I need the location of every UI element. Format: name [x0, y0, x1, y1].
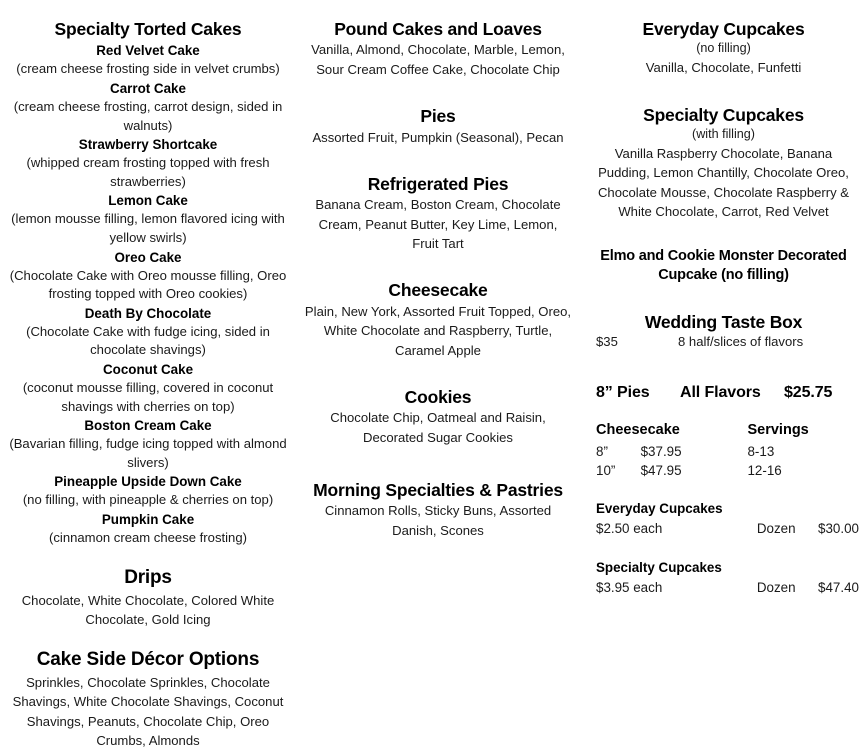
cheesecake-servings: 12-16 [747, 463, 782, 479]
section-title-character-cupcake: Elmo and Cookie Monster Decorated Cupcake (no filling) [600, 248, 847, 283]
cake-description: (cream cheese frosting, carrot design, sided in walnuts) [13, 99, 283, 133]
section-specialty-torted-cakes [8, 18, 288, 548]
section-cheesecake [304, 279, 572, 360]
section-title-cookies: Cookies [404, 386, 472, 407]
cake-description: (Bavarian filling, fudge icing topped with almond slivers) [9, 436, 287, 470]
everyday-cupcakes-dozen-price: $30.00 [818, 521, 859, 537]
specialty-cupcakes-body: Vanilla Raspberry Chocolate, Banana Pudding, Lemon Chantilly, Chocolate Oreo, Chocolate Mousse, Chocolate Raspberry & White Chocolate, Carrot, Red Velvet [597, 145, 850, 220]
everyday-cupcakes-note: (no filling) [696, 41, 751, 56]
pies-price-size: 8” Pies [596, 383, 650, 401]
cake-description: (coconut mousse filling, covered in coconut shavings with cherries on top) [22, 379, 274, 414]
morning-specialties-body: Cinnamon Rolls, Sticky Buns, Assorted Danish, Scones [324, 503, 552, 538]
cake-name: Strawberry Shortcake [78, 137, 218, 153]
cake-side-decor-body: Sprinkles, Chocolate Sprinkles, Chocolate Shavings, White Chocolate Shavings, Coconut Shavings, Peanuts, Chocolate Chip, Oreo Crumbs, Almonds [12, 674, 284, 749]
everyday-cupcakes-price-block [588, 499, 859, 539]
cake-name: Lemon Cake [108, 193, 188, 209]
section-cake-side-decor-options [8, 648, 288, 750]
specialty-cupcakes-price-title: Specialty Cupcakes [596, 559, 722, 575]
cake-description: (no filling, with pineapple & cherries on top) [22, 492, 274, 508]
pies-price-amount: $25.75 [784, 383, 833, 401]
wedding-taste-box-description: 8 half/slices of flavors [678, 333, 804, 349]
section-cookies [304, 386, 572, 447]
everyday-cupcakes-each-price: $2.50 each [596, 521, 663, 537]
cake-entry-boston-cream [8, 416, 288, 472]
section-title-specialty-torted-cakes: Specialty Torted Cakes [54, 19, 242, 39]
spacer [588, 481, 859, 499]
everyday-cupcakes-body: Vanilla, Chocolate, Funfetti [645, 60, 802, 76]
section-title-cake-side-decor: Cake Side Décor Options [36, 648, 260, 670]
cake-entry-coconut [8, 360, 288, 416]
section-character-cupcake [588, 247, 859, 284]
wedding-taste-box-price: $35 [596, 333, 618, 349]
cake-name: Pumpkin Cake [101, 511, 195, 527]
section-title-drips: Drips [124, 566, 172, 588]
spacer [8, 630, 288, 648]
cake-entry-strawberry-shortcake [8, 135, 288, 191]
spacer [304, 79, 572, 105]
cake-name: Oreo Cake [114, 249, 182, 265]
cheesecake-servings: 8-13 [747, 443, 775, 459]
cake-entry-oreo [8, 248, 288, 304]
section-everyday-cupcakes [588, 18, 859, 78]
drips-body: Chocolate, White Chocolate, Colored White Chocolate, Gold Icing [21, 592, 275, 628]
section-title-refrigerated-pies: Refrigerated Pies [367, 173, 509, 194]
section-drips [8, 566, 288, 630]
spacer [304, 147, 572, 173]
everyday-cupcakes-price-title: Everyday Cupcakes [596, 501, 723, 517]
cheesecake-size: 8” [596, 443, 608, 459]
cake-description: (Chocolate Cake with Oreo mousse filling, Oreo frosting topped with Oreo cookies) [9, 267, 287, 302]
wedding-taste-box-row [588, 333, 859, 352]
spacer [304, 253, 572, 279]
column-header-servings: Servings [747, 421, 809, 438]
cake-description: (cinnamon cream cheese frosting) [49, 529, 247, 545]
specialty-cupcakes-price-block [588, 558, 859, 598]
section-title-cheesecake: Cheesecake [388, 280, 488, 301]
specialty-cupcakes-dozen-label: Dozen [756, 579, 796, 595]
pies-price-flavors: All Flavors [680, 383, 761, 401]
cake-description: (Chocolate Cake with fudge icing, sided in chocolate shavings) [26, 323, 270, 358]
section-title-everyday-cupcakes: Everyday Cupcakes [642, 19, 805, 39]
cake-entry-pumpkin [8, 510, 288, 548]
cake-name: Death By Chocolate [84, 305, 212, 321]
specialty-cupcakes-price-row [596, 578, 859, 598]
cheesecake-table-header [596, 420, 859, 442]
spacer [588, 540, 859, 558]
cake-name: Boston Cream Cake [84, 418, 212, 434]
table-row [596, 461, 859, 481]
section-title-pound-cakes: Pound Cakes and Loaves [334, 19, 542, 39]
pound-cakes-body: Vanilla, Almond, Chocolate, Marble, Lemon, Sour Cream Coffee Cake, Chocolate Chip [311, 42, 565, 77]
spacer [304, 447, 572, 479]
spacer [304, 360, 572, 386]
menu-column-right [580, 18, 867, 598]
menu-column-left [0, 18, 296, 750]
cake-entry-lemon [8, 191, 288, 247]
cake-description: (whipped cream frosting topped with fresh strawberries) [26, 155, 270, 189]
cake-description: (cream cheese frosting side in velvet crumbs) [16, 61, 280, 77]
cake-entry-red-velvet [8, 41, 288, 79]
cake-name: Red Velvet Cake [96, 43, 200, 59]
cheesecake-cost: $47.95 [640, 463, 682, 479]
cake-name: Pineapple Upside Down Cake [54, 474, 242, 490]
cake-name: Coconut Cake [102, 361, 194, 377]
refrigerated-pies-body: Banana Cream, Boston Cream, Chocolate Cream, Peanut Butter, Key Lime, Lemon, Fruit Tart [315, 197, 561, 252]
spacer [588, 402, 859, 420]
specialty-cupcakes-note: (with filling) [692, 127, 755, 142]
cheesecake-price-table [588, 420, 859, 481]
table-row [596, 442, 859, 462]
specialty-cupcakes-each-price: $3.95 each [596, 579, 663, 595]
section-specialty-cupcakes [588, 104, 859, 222]
specialty-cupcakes-dozen-price: $47.40 [818, 579, 859, 595]
cheesecake-size: 10” [596, 463, 616, 479]
section-title-morning-specialties: Morning Specialties & Pastries [313, 480, 563, 501]
cheesecake-cost: $37.95 [640, 443, 682, 459]
cookies-body: Chocolate Chip, Oatmeal and Raisin, Decorated Sugar Cookies [330, 410, 546, 445]
section-pies [304, 105, 572, 147]
section-morning-specialties-and-pastries [304, 479, 572, 540]
spacer [588, 78, 859, 104]
section-pound-cakes-and-loaves [304, 18, 572, 79]
spacer [8, 548, 288, 566]
column-header-cheesecake: Cheesecake [596, 421, 680, 438]
pies-price-row [588, 384, 859, 402]
menu-column-middle [296, 18, 580, 540]
spacer [588, 221, 859, 247]
cake-description: (lemon mousse filling, lemon flavored icing with yellow swirls) [11, 211, 285, 245]
cheesecake-body: Plain, New York, Assorted Fruit Topped, Oreo, White Chocolate and Raspberry, Turtle, Caramel Apple [304, 303, 572, 358]
everyday-cupcakes-dozen-label: Dozen [756, 521, 796, 537]
cake-name: Carrot Cake [110, 81, 186, 96]
spacer [588, 285, 859, 311]
cake-entry-pineapple-upside-down [8, 472, 288, 510]
pies-body: Assorted Fruit, Pumpkin (Seasonal), Pecan [312, 129, 564, 145]
spacer [588, 352, 859, 384]
section-title-pies: Pies [420, 106, 456, 127]
section-title-specialty-cupcakes: Specialty Cupcakes [643, 104, 804, 125]
cake-entry-death-by-chocolate [8, 304, 288, 360]
cake-entry-carrot [8, 79, 288, 135]
everyday-cupcakes-price-row [596, 519, 859, 539]
section-wedding-taste-box [588, 311, 859, 352]
section-title-wedding-taste-box: Wedding Taste Box [644, 311, 803, 332]
section-refrigerated-pies [304, 173, 572, 254]
